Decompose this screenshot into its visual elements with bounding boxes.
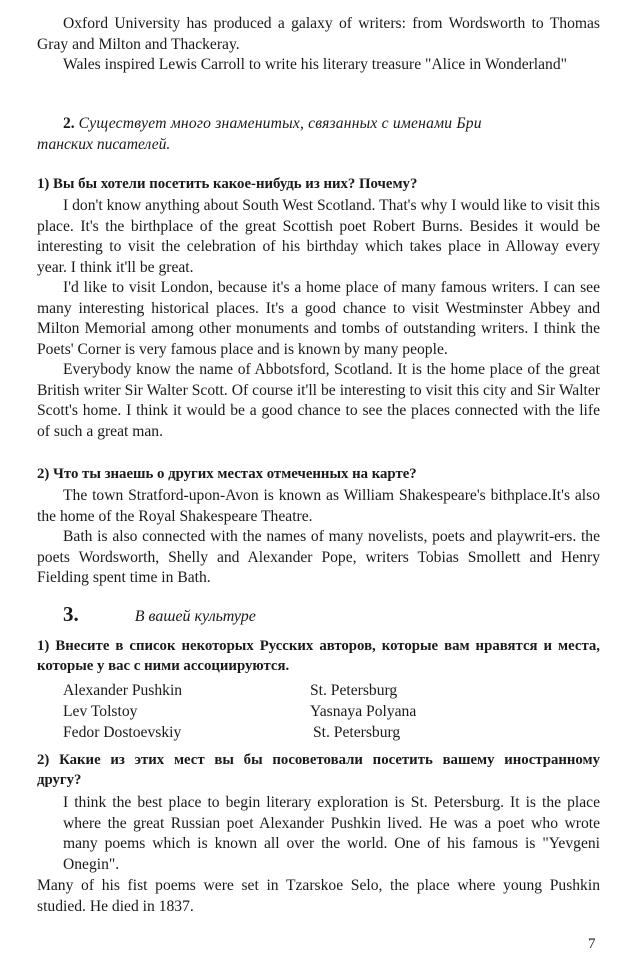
answer-paragraph: I don't know anything about South West Scotland. That's why I would like to visit this place. It's the birthplace of the great Scottish poet Robert Burns. Besides it would be interesting to visit the celebration of his birthday which takes place in Alloway every year. I think it'll be great. — [37, 197, 600, 276]
question-4-answer-continued — [37, 876, 600, 917]
section-number: 3. — [63, 602, 79, 626]
place-name: St. Petersburg — [313, 724, 401, 741]
answer-paragraph: I think the best place to begin literary exploration is St. Petersburg. It is the place where the great Russian poet Alexander Pushkin lived. He was a poet who wrote many poems which is known all over the world. One of his famous is "Yevgeni Onegin". — [63, 794, 600, 873]
question-4-answer — [63, 793, 600, 875]
paragraph-oxford: Oxford University has produced a galaxy of writers: from Wordsworth to Thomas Gray and Milton and Thackeray. — [37, 15, 600, 53]
question-label: 2) Какие из этих мест вы бы посоветовали посетить вашему иностранному другу? — [37, 752, 600, 788]
question-label: 2) Что ты знаешь о других местах отмеченных на карте? — [37, 466, 417, 482]
answer-paragraph: The town Stratford-upon-Avon is known as William Shakespeare's bithplace.It's also the home of the Royal Shakespeare Theatre. — [37, 487, 600, 525]
section-title: В вашей культуре — [134, 608, 256, 625]
paragraph-wales: Wales inspired Lewis Carroll to write his literary treasure "Alice in Wonderland" — [63, 56, 568, 73]
author-place-list — [63, 680, 523, 743]
question-label: 1) Вы бы хотели посетить какое-нибудь из них? Почему? — [37, 176, 418, 192]
author-name: Alexander Pushkin — [63, 682, 183, 699]
section-number: 2. — [63, 115, 75, 132]
place-name: Yasnaya Polyana — [310, 703, 417, 720]
author-name: Fedor Dostoevskiy — [63, 724, 182, 741]
section-title-line1: Существует много знаменитых, связанных с именами Бри — [78, 115, 482, 132]
question-3-block — [37, 636, 600, 676]
question-2-block — [37, 464, 600, 589]
answer-paragraph: I'd like to visit London, because it's a home place of many famous writers. I can see many interesting historical places. It's a good chance to visit Westminster Abbey and Milton Memorial among other monuments and tombs of outstanding writers. I think the Poets' Corner is very famous place and is known by many people. — [37, 279, 600, 358]
intro-paragraphs — [37, 14, 600, 76]
answer-paragraph: Everybody know the name of Abbotsford, Scotland. It is the home place of the great British writer Sir Walter Scott. Of course it'll be interesting to visit this city and Sir Walter Scott's home. I think it would be a good chance to see the places connected with the life of such a great man. — [37, 361, 600, 440]
section-3-heading — [37, 602, 600, 629]
answer-paragraph: Many of his fist poems were set in Tzarskoe Selo, the place where young Pushkin studied. He died in 1837. — [37, 877, 600, 915]
section-2-heading — [37, 113, 600, 155]
place-name: St. Petersburg — [310, 682, 398, 699]
answer-paragraph: Bath is also connected with the names of many novelists, poets and playwrit-ers. the poets Wordsworth, Shelly and Alexander Pope, writers Tobias Smollett and Henry Fielding spent time in Bath. — [37, 528, 600, 586]
question-4-block — [37, 750, 600, 790]
section-title-line2: танских писателей. — [37, 136, 171, 153]
question-1-block — [37, 174, 600, 442]
question-label: 1) Внесите в список некоторых Русских авторов, которые вам нравятся и места, которые у вас с ними ассоциируются. — [37, 638, 600, 674]
list-item — [63, 680, 523, 701]
author-name: Lev Tolstoy — [63, 703, 138, 720]
list-item — [63, 701, 523, 722]
list-item — [63, 722, 523, 743]
page-number: 7 — [588, 936, 596, 952]
